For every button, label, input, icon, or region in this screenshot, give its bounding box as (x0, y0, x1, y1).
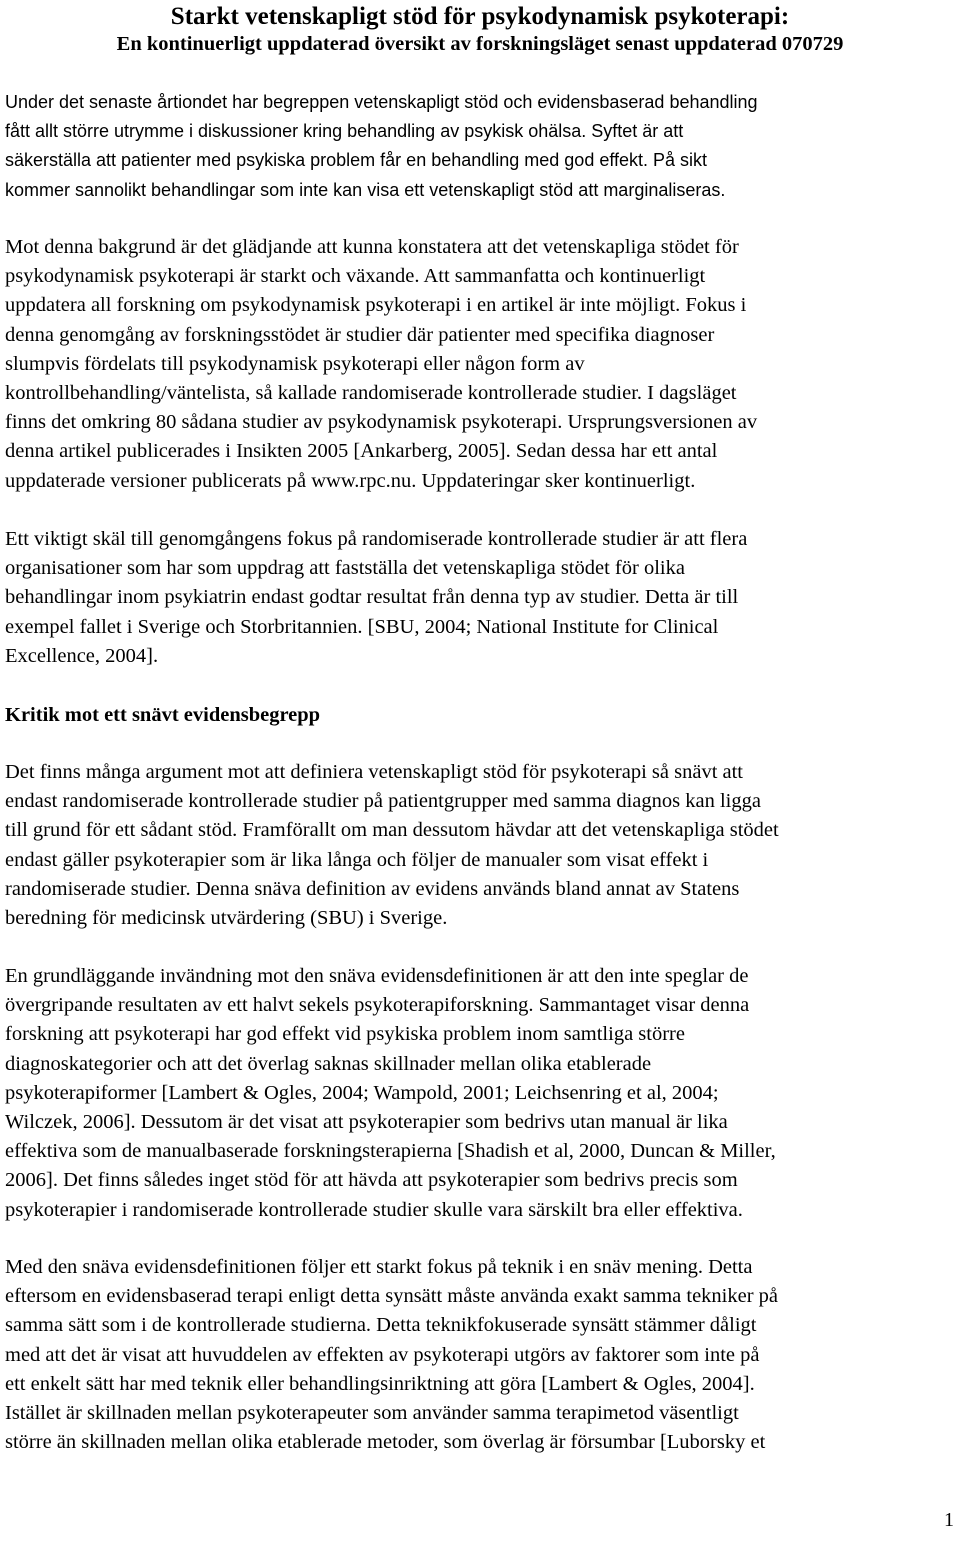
paragraph-line: Mot denna bakgrund är det glädjande att kunna konstatera att det vetenskapliga stödet för (5, 236, 739, 258)
paragraph-line: ett enkelt sätt har med teknik eller behandlingsinriktning att göra [Lambert & Ogles, 2004]. (5, 1372, 755, 1395)
paragraph-line: fått allt större utrymme i diskussioner kring behandling av psykisk ohälsa. Syftet är att (5, 121, 684, 142)
criticism-paragraph (5, 758, 960, 933)
paragraph-line: eftersom en evidensbaserad terapi enligt detta synsätt måste använda exakt samma tekniker på (5, 1285, 779, 1308)
paragraph-line: diagnoskategorier och att det överlag saknas skillnader mellan olika etablerade (5, 1052, 652, 1075)
paragraph-line: psykodynamisk psykoterapi är starkt och växande. Att sammanfatta och kontinuerligt (5, 265, 706, 288)
paragraph-line: övergripande resultaten av ett halvt sekels psykoterapiforskning. Sammantaget visar denna (5, 994, 750, 1017)
paragraph-line: denna artikel publicerades i Insikten 2005 [Ankarberg, 2005]. Sedan dessa har ett antal (5, 440, 718, 463)
paragraph-line: Istället är skillnaden mellan psykoterapeuter som använder samma terapimetod väsentligt (5, 1402, 739, 1425)
document-subtitle: En kontinuerligt uppdaterad översikt av forskningsläget senast uppdaterad 070729 (116, 33, 844, 55)
paragraph-line: exempel fallet i Sverige och Storbritannien. [SBU, 2004; National Institute for Clinical (5, 615, 719, 638)
paragraph-line: till grund för ett sådant stöd. Framförallt om man dessutom hävdar att det vetenskapliga stödet (5, 819, 779, 842)
paragraph-line: En grundläggande invändning mot den snäva evidensdefinitionen är att den inte speglar de (5, 965, 749, 987)
paragraph-line: behandlingar inom psykiatrin endast godtar resultat från denna typ av studier. Detta är till (5, 586, 739, 609)
background-paragraph (5, 233, 960, 496)
document-title: Starkt vetenskapligt stöd för psykodynamisk psykoterapi: (170, 3, 790, 30)
paragraph-line: endast gäller psykoterapier som är lika långa och följer de manualer som visat effekt i (5, 848, 709, 871)
section-heading: Kritik mot ett snävt evidensbegrepp (5, 704, 321, 726)
paragraph-line: beredning för medicinsk utvärdering (SBU) i Sverige. (5, 907, 448, 930)
paragraph-line: större än skillnaden mellan olika etablerade metoder, som överlag är försumbar [Luborsky et (5, 1431, 766, 1454)
paragraph-line: Det finns många argument mot att definiera vetenskapligt stöd för psykoterapi så snävt att (5, 761, 743, 783)
paragraph-line: Ett viktigt skäl till genomgångens fokus på randomiserade kontrollerade studier är att flera (5, 528, 748, 550)
paragraph-line: Under det senaste årtiondet har begreppen vetenskapligt stöd och evidensbaserad behandling (5, 92, 758, 112)
paragraph-line: säkerställa att patienter med psykiska problem får en behandling med god effekt. På sikt (5, 150, 708, 171)
paragraph-line: uppdatera all forskning om psykodynamisk psykoterapi i en artikel är inte möjligt. Fokus i (5, 294, 747, 317)
intro-paragraph (5, 88, 960, 205)
paragraph-line: psykoterapiformer [Lambert & Ogles, 2004; Wampold, 2001; Leichsenring et al, 2004; (5, 1081, 719, 1104)
focus-paragraph (5, 525, 960, 671)
paragraph-line: samma sätt som i de kontrollerade studierna. Detta teknikfokuserade synsätt stämmer dåligt (5, 1314, 757, 1337)
paragraph-line: Excellence, 2004]. (5, 644, 159, 667)
paragraph-line: kommer sannolikt behandlingar som inte kan visa ett vetenskapligt stöd att marginaliseras. (5, 179, 726, 200)
paragraph-line: uppdaterade versioner publicerats på www.rpc.nu. Uppdateringar sker kontinuerligt. (5, 469, 696, 492)
paragraph-line: psykoterapier i randomiserade kontrollerade studier skulle vara särskilt bra eller effektiva. (5, 1198, 743, 1221)
paragraph-line: forskning att psykoterapi har god effekt vid psykiska problem inom samtliga större (5, 1023, 685, 1046)
paragraph-line: denna genomgång av forskningsstödet är studier där patienter med specifika diagnoser (5, 323, 715, 346)
paragraph-line: Wilczek, 2006]. Dessutom är det visat att psykoterapier som bedrivs utan manual är lika (5, 1111, 728, 1134)
paragraph-line: slumpvis fördelats till psykodynamisk psykoterapi eller någon form av (5, 352, 585, 375)
paragraph-line: 2006]. Det finns således inget stöd för att hävda att psykoterapier som bedrivs precis som (5, 1169, 738, 1192)
paragraph-line: randomiserade studier. Denna snäva definition av evidens används bland annat av Statens (5, 877, 740, 900)
objection-paragraph (5, 962, 960, 1225)
page-number: 1 (944, 1509, 954, 1531)
paragraph-line: organisationer som har som uppdrag att fastställa det vetenskapliga stödet för olika (5, 557, 685, 580)
paragraph-line: finns det omkring 80 sådana studier av psykodynamisk psykoterapi. Ursprungsversionen av (5, 411, 758, 434)
paragraph-line: endast randomiserade kontrollerade studier på patientgrupper med samma diagnos kan ligga (5, 790, 761, 813)
paragraph-line: med att det är visat att huvuddelen av effekten av psykoterapi utgörs av faktorer som inte på (5, 1343, 760, 1366)
paragraph-line: kontrollbehandling/väntelista, så kallade randomiserade kontrollerade studier. I dagsläget (5, 382, 737, 405)
paragraph-line: effektiva som de manualbaserade forskningsterapierna [Shadish et al, 2000, Duncan & Miller, (5, 1140, 776, 1163)
technique-paragraph (5, 1253, 960, 1457)
paragraph-line: Med den snäva evidensdefinitionen följer ett starkt fokus på teknik i en snäv mening. Detta (5, 1256, 753, 1278)
